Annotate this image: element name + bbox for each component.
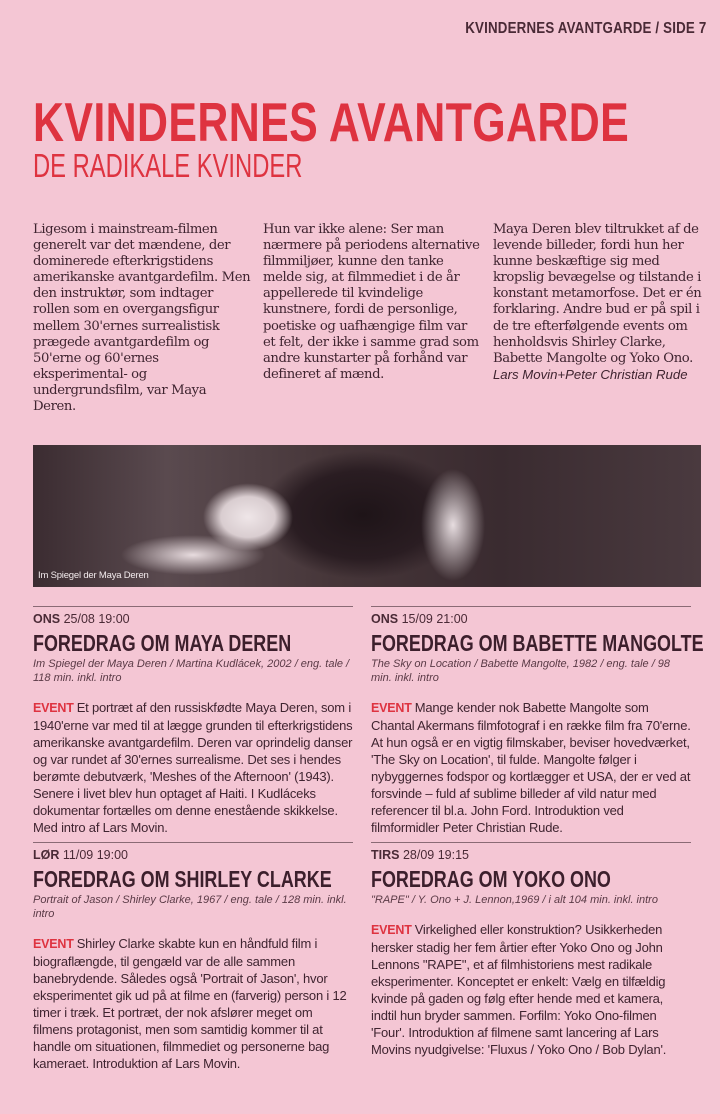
event-tag: EVENT [33,701,74,715]
event-title: FOREDRAG OM MAYA DEREN [33,630,292,656]
event-datetime: 28/09 19:15 [402,848,470,862]
event-day: ONS [33,612,61,626]
event-yoko-ono [371,842,691,1072]
byline: Lars Movin+Peter Christian Rude [492,366,688,382]
event-body: Mange kender nok Babette Mangolte som Chantal Akermans filmfotograf i en række film fra 70'erne. At hun også er en vigtig filmskaber, beviser hovedværket, 'The Sky on Location', til fulde. Mangolte følger i nybyggernes fodspor og kortlægger et USA, der er ved at forsvinde – fuld af sublime billeder af vild natur med referencer til bl.a. John Ford. Introduktion ved filmformidler Peter Christian Rude. [371,700,691,835]
event-body: Shirley Clarke skabte kun en håndfuld film i biograflængde, til gengæld var de alle sammen banebrydende. Således også 'Portrait of Jason', hvor eksperimentet gik ud på at filme en (farverig) person i 12 timer i træk. Et portræt, der nok afslører meget om filmens protagonist, men som samtidig kommer til at handle om situationen, filmmediet og personerne bag kameraet. Introduktion af Lars Movin. [33,936,347,1071]
intro-column-1: Ligesom i mainstream-filmen generelt var det mændene, der dominerede efterkrigstidens amerikanske avantgardefilm. Men den instruktør, som indtager rollen som en overgangsfigur mellem 30'ernes surrealistisk prægede avantgardefilm og 50'erne og 60'ernes eksperimental- og undergrundsfilm, var Maya Deren. [33,222,251,415]
event-datetime: 15/09 21:00 [401,612,468,626]
event-title: FOREDRAG OM BABETTE MANGOLTE [371,630,704,656]
event-babette-mangolte [371,606,704,836]
event-body: Et portræt af den russiskfødte Maya Deren, som i 1940'erne var med til at lægge grunden til efterkrigstidens amerikanske avantgardefilm. Deren var oprindelig danser og var rundet af 30'ernes surrealisme. Det ses i hendes berømte debutværk, 'Meshes of the Afternoon' (1943). Senere i livet blev hun optaget af Haiti. I Kudláceks dokumentar fortælles om denne enestående skikkelse. Med intro af Lars Movin. [33,700,353,835]
event-date [33,611,353,627]
page-title: KVINDERNES AVANTGARDE [33,91,630,153]
intro-columns [33,222,705,415]
event-datetime: 11/09 19:00 [62,848,128,862]
page-subtitle: DE RADIKALE KVINDER [33,147,303,184]
event-title: FOREDRAG OM SHIRLEY CLARKE [33,866,332,892]
intro-column-3-text: Maya Deren blev tiltrukket af de levende billeder, fordi hun her kunne beskæftige sig med kropslig bevægelse og tilstande i konstant metamorfose. Det er én forklaring. Andre bud er på spil i de tre efterfølgende events om henholdsvis Shirley Clarke, Babette Mangolte og Yoko Ono. [492,222,702,366]
film-still-photo [33,445,701,587]
photo-caption: Im Spiegel der Maya Deren [38,570,149,581]
event-date [371,611,691,627]
event-meta: Im Spiegel der Maya Deren / Martina Kudlácek, 2002 / eng. tale / 118 min. inkl. intro [33,658,350,684]
intro-column-2: Hun var ikke alene: Ser man nærmere på periodens alternative filmmiljøer, kunne den tanke melde sig, at filmmediet i de år appellerede til kvindelige kunstnere, fordi de personlige, poetiske og uafhængige film var et felt, der ikke i samme grad som andre kunstarter på forhånd var defineret af mænd. [262,222,480,382]
running-head: KVINDERNES AVANTGARDE / SIDE 7 [464,20,706,37]
event-day: TIRS [371,848,400,862]
event-datetime: 25/08 19:00 [63,612,130,626]
events-grid [33,606,705,1072]
intro-column-3 [493,222,705,415]
event-maya-deren [33,606,353,836]
event-title: FOREDRAG OM YOKO ONO [371,866,611,892]
event-body: Virkelighed eller konstruktion? Usikkerheden hersker stadig her fem årtier efter Yoko Ono og John Lennons "RAPE", et af filmhistoriens mest radikale eksperimenter. Konceptet er enkelt: Vælg en tilfældig kvinde på gaden og følg efter hende med et kamera, indtil hun bryder sammen. Forfilm: Yoko Ono-filmen 'Four'. Introduktion af filmene samt lancering af Lars Movins nyudgivelse: 'Fluxus / Yoko Ono / Bob Dylan'. [371,922,667,1057]
event-tag: EVENT [33,937,74,951]
event-date [371,847,691,863]
event-day: LØR [33,848,60,862]
title-block [33,92,720,184]
event-description [371,699,691,836]
event-meta: The Sky on Location / Babette Mangolte, 1982 / eng. tale / 98 min. inkl. intro [371,658,671,684]
event-meta: "RAPE" / Y. Ono + J. Lennon,1969 / i alt 104 min. inkl. intro [371,894,658,906]
event-date [33,847,353,863]
event-description [33,699,353,836]
event-description [371,921,691,1058]
event-tag: EVENT [371,701,412,715]
event-tag: EVENT [371,923,412,937]
event-shirley-clarke [33,842,353,1072]
event-day: ONS [371,612,399,626]
event-meta: Portrait of Jason / Shirley Clarke, 1967 / eng. tale / 128 min. inkl. intro [33,894,347,920]
event-description [33,935,353,1072]
